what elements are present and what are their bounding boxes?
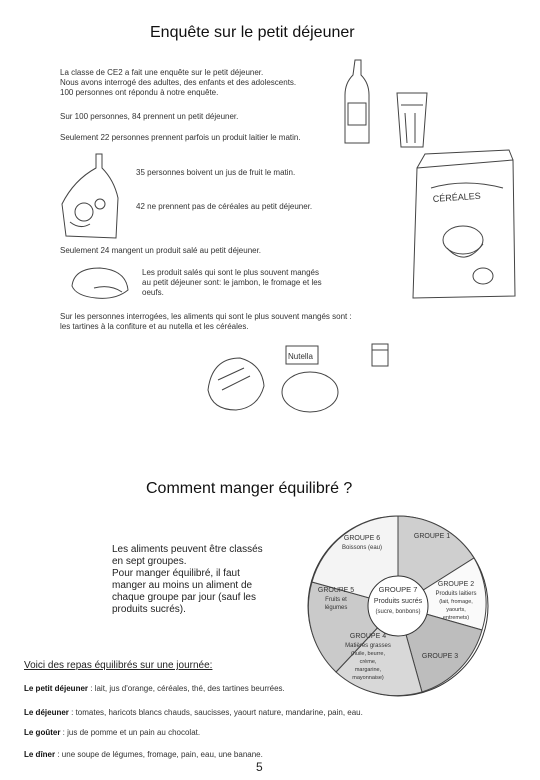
salty-line: oeufs. — [142, 288, 164, 297]
meal-name: Le petit déjeuner — [24, 684, 89, 693]
g6-sub: Boissons (eau) — [341, 545, 383, 551]
cereal-box-label: CÉRÉALES — [432, 190, 482, 204]
g2-line: yaourts, — [446, 607, 466, 613]
bottle-glass-drawing — [335, 55, 445, 150]
g6-title: GROUPE 6 — [343, 535, 381, 542]
g5-title: GROUPE 5 — [317, 587, 355, 594]
g4-line: crème, — [359, 659, 377, 665]
g7-title: GROUPE 7 — [378, 585, 418, 594]
stat-salty: Seulement 24 mangent un produit salé au petit déjeuner. — [60, 246, 262, 255]
stat-cereal: 42 ne prennent pas de céréales au petit déjeuner. — [136, 202, 313, 211]
foods-line: les tartines à la confiture et au nutella et les céréales. — [60, 322, 249, 331]
meal-text: : lait, jus d'orange, céréales, thé, des tartines beurrées. — [88, 684, 285, 693]
stat-juice: 35 personnes boivent un jus de fruit le matin. — [136, 168, 296, 177]
cereal-box-drawing — [405, 148, 525, 303]
balance-title: Comment manger équilibré ? — [146, 480, 353, 497]
g4-title: GROUPE 4 — [349, 633, 387, 640]
stat-dairy: Seulement 22 personnes prennent parfois un produit laitier le matin. — [60, 133, 301, 142]
foods-line: Sur les personnes interrogées, les aliments qui sont le plus souvent mangés sont : — [60, 312, 352, 321]
g5-line: légumes — [324, 605, 348, 611]
balance-line: chaque groupe par jour (sauf les — [112, 592, 256, 603]
meal-text: : une soupe de légumes, fromage, pain, eau, une banane. — [55, 750, 263, 759]
g7-line: Produits sucrés — [373, 598, 423, 605]
g4-line: margarine, — [354, 667, 382, 673]
g2-line: entremets) — [442, 615, 470, 621]
page-number: 5 — [256, 760, 263, 774]
salty-detail — [142, 268, 372, 298]
g7-line: (sucre, bonbons) — [375, 609, 421, 615]
meal-lunch — [24, 708, 363, 717]
balance-line: produits sucrés). — [112, 604, 186, 615]
meal-dinner — [24, 750, 263, 759]
g2-line: Produits laitiers — [435, 591, 477, 597]
meal-text: : tomates, haricots blancs chauds, saucisses, yaourt nature, mandarine, pain, eau. — [68, 708, 363, 717]
balance-line: manger au moins un aliment de — [112, 580, 253, 591]
g4-line: (huile, beurre, — [351, 651, 385, 657]
balance-text — [112, 544, 312, 616]
salty-line: au petit déjeuner sont: le jambon, le fromage et les — [142, 278, 322, 287]
g4-line: Matières grasses — [345, 643, 391, 649]
meal-name: Le déjeuner — [24, 708, 69, 717]
juice-carton-drawing — [56, 150, 131, 242]
g2-title: GROUPE 2 — [437, 581, 475, 588]
salty-line: Les produit salés qui sont le plus souvent mangés — [142, 268, 319, 277]
g5-line: Fruits et — [325, 597, 347, 603]
intro-line: 100 personnes ont répondu à notre enquête. — [60, 88, 219, 97]
ham-drawing — [66, 262, 136, 304]
survey-title: Enquête sur le petit déjeuner — [150, 24, 355, 41]
survey-intro — [60, 68, 360, 98]
meal-name: Le goûter — [24, 728, 61, 737]
meal-breakfast — [24, 684, 285, 693]
g1-title: GROUPE 1 — [413, 533, 451, 540]
g4-line: mayonnaise) — [352, 675, 384, 681]
intro-line: La classe de CE2 a fait une enquête sur le petit déjeuner. — [60, 68, 264, 77]
meals-heading: Voici des repas équilibrés sur une journée: — [24, 660, 213, 671]
meal-name: Le dîner — [24, 750, 56, 759]
intro-line: Nous avons interrogé des adultes, des enfants et des adolescents. — [60, 78, 297, 87]
g3-title: GROUPE 3 — [421, 653, 459, 660]
meal-text: : jus de pomme et un pain au chocolat. — [60, 728, 201, 737]
nutella-label: Nutella — [288, 352, 313, 361]
stat-breakfast: Sur 100 personnes, 84 prennent un petit déjeuner. — [60, 112, 239, 121]
balance-line: en sept groupes. — [112, 556, 187, 567]
foods-detail — [60, 312, 420, 332]
g2-line: (lait, fromage, — [439, 599, 473, 605]
food-group-wheel — [304, 512, 492, 700]
meal-snack — [24, 728, 200, 737]
tartines-drawing — [200, 350, 350, 420]
balance-line: Les aliments peuvent être classés — [112, 544, 263, 555]
balance-line: Pour manger équilibré, il faut — [112, 568, 240, 579]
